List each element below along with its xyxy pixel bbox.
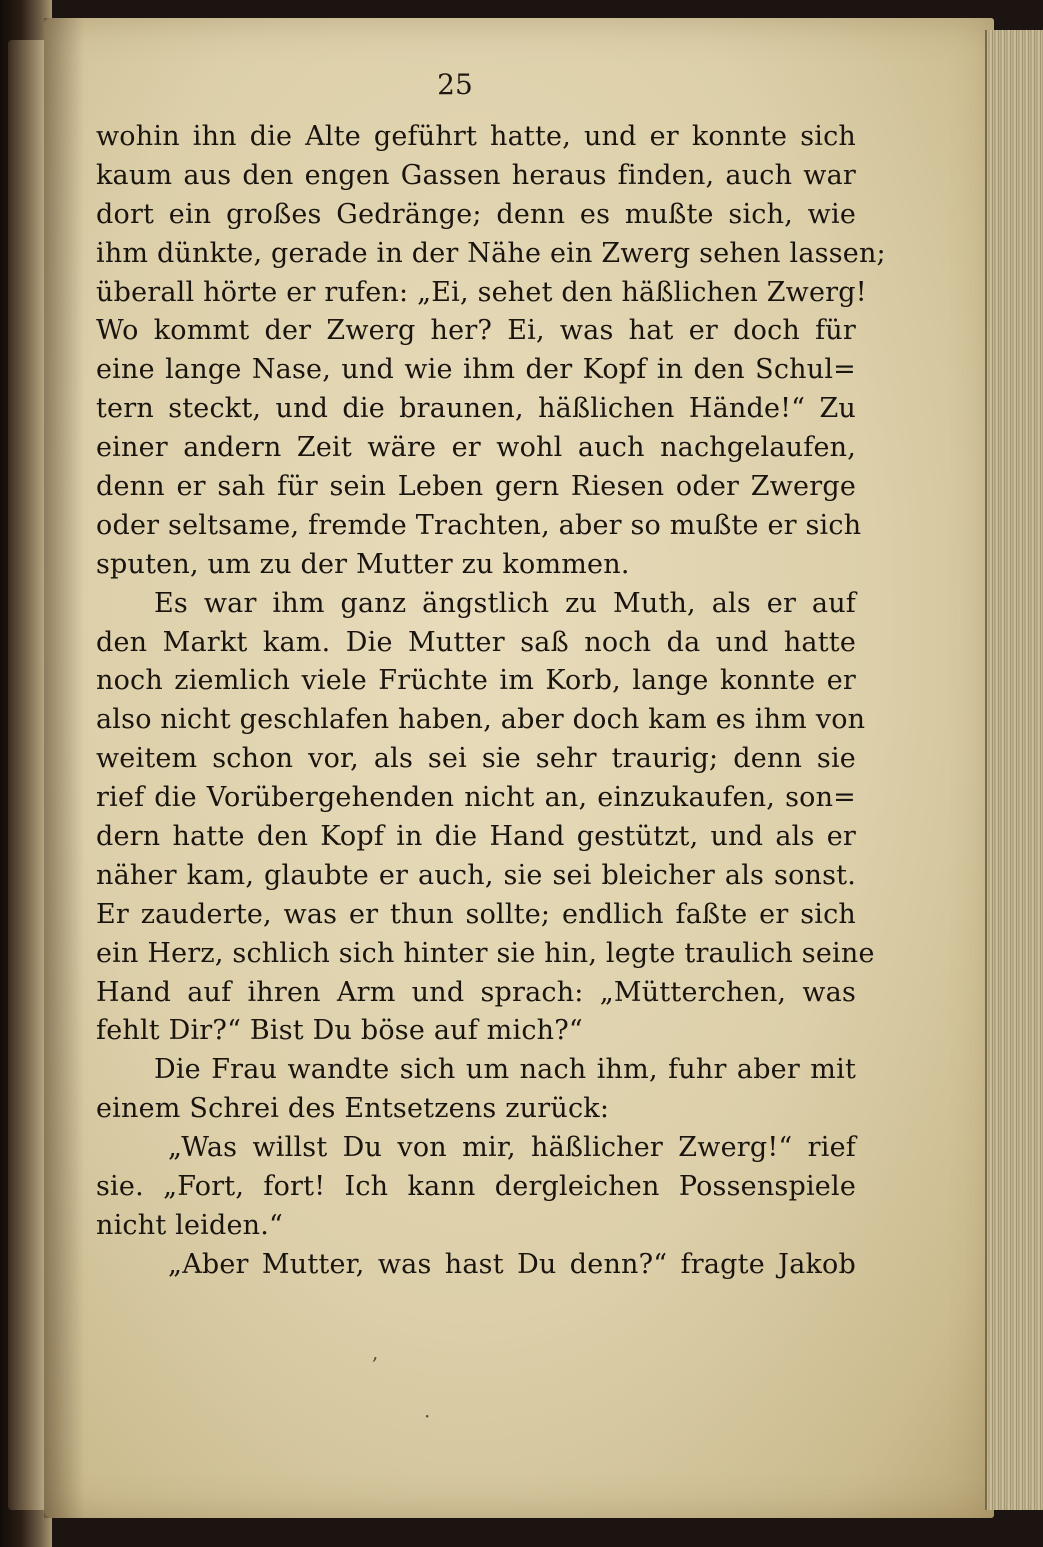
paragraph-start-line: „Was willst Du von mir, häßlicher Zwerg!“ rief <box>168 1132 856 1164</box>
text-line: noch ziemlich viele Früchte im Korb, lange konnte er <box>96 665 856 697</box>
page-number: 25 <box>437 68 473 101</box>
page-edges <box>985 30 1043 1510</box>
spine-shadow <box>44 18 84 1518</box>
text-line: also nicht geschlafen haben, aber doch kam es ihm von <box>96 704 866 736</box>
text-line: einer andern Zeit wäre er wohl auch nachgelaufen, <box>96 432 856 464</box>
text-line: überall hörte er rufen: „Ei, sehet den häßlichen Zwerg! <box>96 276 867 308</box>
text-line: dern hatte den Kopf in die Hand gestützt, und als er <box>96 821 856 853</box>
text-line: fehlt Dir?“ Bist Du böse auf mich?“ <box>96 1015 583 1047</box>
text-line: näher kam, glaubte er auch, sie sei bleicher als sonst. <box>96 859 856 891</box>
text-line: denn er sah für sein Leben gern Riesen oder Zwerge <box>96 471 856 503</box>
ink-speck: · <box>424 1404 431 1428</box>
text-line: sie. „Fort, fort! Ich kann dergleichen Possenspiele <box>96 1171 856 1203</box>
facing-page-stub <box>8 40 48 1510</box>
text-line: nicht leiden.“ <box>96 1209 284 1241</box>
text-line: Wo kommt der Zwerg her? Ei, was hat er doch für <box>96 315 856 347</box>
paragraph-start-line: „Aber Mutter, was hast Du denn?“ fragte Jakob <box>168 1248 856 1280</box>
text-line: wohin ihn die Alte geführt hatte, und er konnte sich <box>96 121 856 152</box>
text-line: weitem schon vor, als sei sie sehr traurig; denn sie <box>96 743 856 775</box>
text-line: rief die Vorübergehenden nicht an, einzukaufen, son= <box>96 782 856 814</box>
text-line: ein Herz, schlich sich hinter sie hin, legte traulich seine <box>96 937 875 969</box>
text-line: Hand auf ihren Arm und sprach: „Mütterchen, was <box>96 976 856 1008</box>
text-line: dort ein großes Gedränge; denn es mußte sich, wie <box>96 198 856 230</box>
paragraph-start-line: Die Frau wandte sich um nach ihm, fuhr aber mit <box>154 1054 856 1086</box>
ink-speck: , <box>372 1340 379 1364</box>
text-line: den Markt kam. Die Mutter saß noch da und hatte <box>96 626 856 658</box>
text-line: sputen, um zu der Mutter zu kommen. <box>96 548 630 580</box>
text-line: tern steckt, und die braunen, häßlichen Hände!“ Zu <box>96 393 856 425</box>
text-line: eine lange Nase, und wie ihm der Kopf in den Schul= <box>96 354 856 386</box>
text-line: kaum aus den engen Gassen heraus finden, auch war <box>96 159 856 191</box>
text-line: ihm dünkte, gerade in der Nähe ein Zwerg sehen lassen; <box>96 237 886 269</box>
text-line: Er zauderte, was er thun sollte; endlich faßte er sich <box>96 898 856 930</box>
body-text <box>96 118 886 1285</box>
text-line: oder seltsame, fremde Trachten, aber so mußte er sich <box>96 509 862 541</box>
text-line: einem Schrei des Entsetzens zurück: <box>96 1093 610 1125</box>
paragraph-start-line: Es war ihm ganz ängstlich zu Muth, als er auf <box>154 587 856 619</box>
